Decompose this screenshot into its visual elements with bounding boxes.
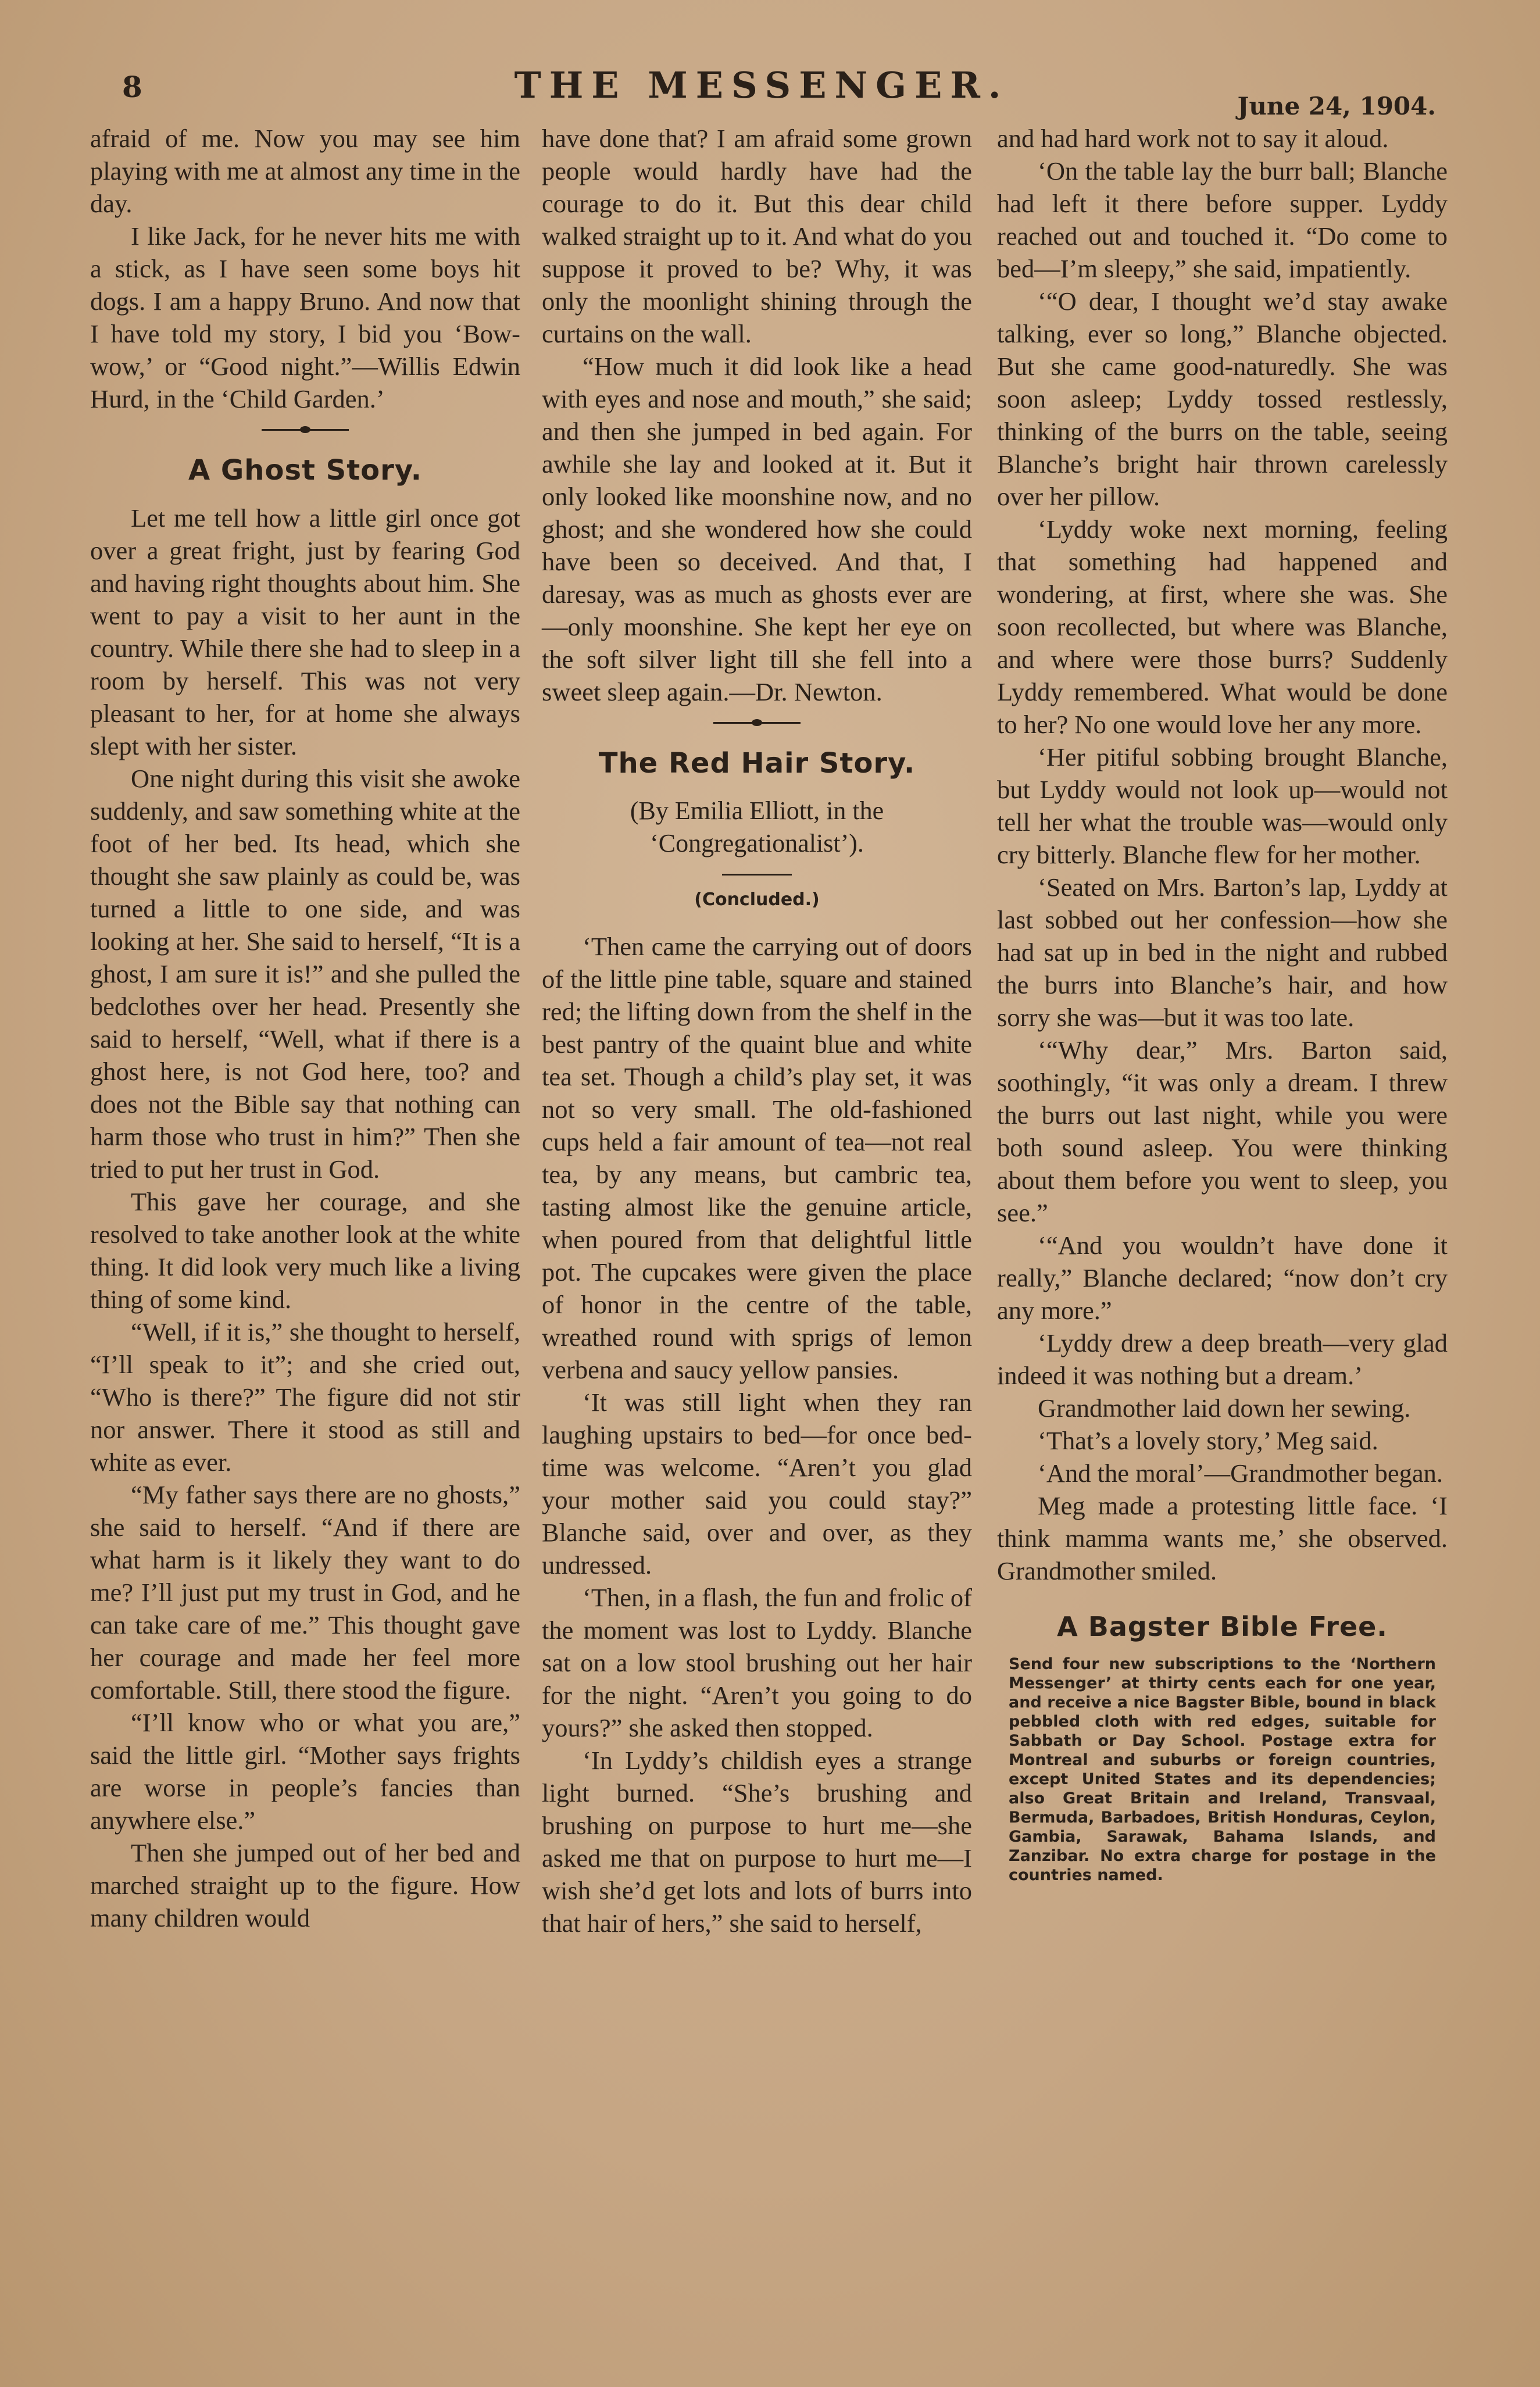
paragraph: Grandmother laid down her sewing. <box>1038 1393 1411 1423</box>
paragraph: “How much it did look like a head with eyes and nose and mouth,” she said; and then she jumped in bed again. For awhile she lay and looked at it. But it only looked like moonshine now, and no ghost; and she wondered how she could have been so deceived. And that, I daresay, was as much as ghosts ever are—only moonshine. She kept her eye on the soft silver light till she fell into a sweet sleep again.—Dr. Newton. <box>542 352 972 706</box>
paragraph: This gave her courage, and she resolved to take another look at the white thing. It did look very much like a living thing of some kind. <box>90 1187 520 1314</box>
page-header <box>87 64 1436 128</box>
bible-offer-heading: A Bagster Bible Free. <box>1057 1611 1388 1642</box>
paragraph: ‘“Why dear,” Mrs. Barton said, soothingly, “it was only a dream. I threw the burrs out last night, while you were both sound asleep. You were thinking about them before you went to sleep, you see.” <box>997 1035 1448 1227</box>
paragraph: One night during this visit she awoke suddenly, and saw something white at the foot of her bed. Its head, which she thought she saw plainly as could be, was turned a little to one side, and was looking at her. She said to herself, “It is a ghost, I am sure it is!” and she pulled the bedclothes over her head. Presently she said to herself, “Well, what if there is a ghost here, is not God here, too? and does not the Bible say that nothing can harm those who trust in him?” Then she tried to put her trust in God. <box>90 764 520 1184</box>
paragraph: ‘Then, in a flash, the fun and frolic of the moment was lost to Lyddy. Blanche sat on a low stool brushing out her hair for the night. “Aren’t you going to do yours?” she asked then stopped. <box>542 1583 972 1742</box>
red-hair-story-heading: The Red Hair Story. <box>598 747 916 780</box>
paragraph: ‘Lyddy drew a deep breath—very glad indeed it was nothing but a dream.’ <box>997 1328 1448 1390</box>
paragraph: ‘That’s a lovely story,’ Meg said. <box>1038 1426 1378 1455</box>
paragraph: ‘In Lyddy’s childish eyes a strange light burned. “She’s brushing and brushing on purpose to hurt me—she asked me that on purpose to hurt me—I wish she’d get lots and lots of burrs into that hair of hers,” she said to herself, <box>542 1746 972 1938</box>
paragraph: “My father says there are no ghosts,” she said to herself. “And if there are what harm is it likely they want to do me? I’ll just put my trust in God, and he can take care of me.” This thought gave her courage and made her feel more comfortable. Still, there stood the figure. <box>90 1480 520 1705</box>
paragraph: ‘And the moral’—Grandmother began. <box>1038 1459 1443 1488</box>
paragraph: have done that? I am afraid some grown people would hardly have had the courage to do it. But this dear child walked straight up to it. And what do you suppose it proved to be? Why, it was only the moonlight shining through the curtains on the wall. <box>542 124 972 348</box>
paragraph: ‘“And you wouldn’t have done it really,” Blanche declared; “now don’t cry any more.” <box>997 1231 1448 1325</box>
paragraph: ‘Then came the carrying out of doors of the little pine table, square and stained red; the lifting down from the shelf in the best pantry of the quaint blue and white tea set. Though a child’s play set, it was not so very small. The old-fashioned cups held a fair amount of tea—not real tea, by any means, but cambric tea, tasting almost like the genuine article, when poured from that delightful little pot. The cupcakes were given the place of honor in the centre of the table, wreathed round with sprigs of lemon verbena and saucy yellow pansies. <box>542 932 972 1384</box>
paragraph: “I’ll know who or what you are,” said the little girl. “Mother says frights are worse in people’s fancies than anywhere else.” <box>90 1708 520 1835</box>
page-number: 8 <box>122 70 142 104</box>
paragraph: ‘“O dear, I thought we’d stay awake talking, ever so long,” Blanche objected. But she came good-naturedly. She was soon asleep; Lyddy tossed restlessly, thinking of the burrs on the table, seeing Blanche’s bright hair thrown carelessly over her pillow. <box>997 287 1448 511</box>
paragraph: and had hard work not to say it aloud. <box>997 124 1389 153</box>
paragraph: ‘Her pitiful sobbing brought Blanche, but Lyddy would not look up—would not tell her what the trouble was—would only cry bitterly. Blanche flew for her mother. <box>997 742 1448 869</box>
paragraph: I like Jack, for he never hits me with a stick, as I have seen some boys hit dogs. I am a happy Bruno. And now that I have told my story, I bid you ‘Bow-wow,’ or “Good night.”—Willis Edwin Hurd, in the ‘Child Garden.’ <box>90 221 520 413</box>
paragraph: Let me tell how a little girl once got over a great fright, just by fearing God and having right thoughts about him. She went to pay a visit to her aunt in the country. While there she had to sleep in a room by herself. This was not very pleasant to her, for at home she always slept with her sister. <box>90 503 520 760</box>
paragraph: Then she jumped out of her bed and marched straight up to the figure. How many children would <box>90 1838 520 1932</box>
masthead-title: THE MESSENGER. <box>514 64 1009 106</box>
paragraph: ‘It was still light when they ran laughing upstairs to bed—for once bed-time was welcome. “Aren’t you glad your mother said you could stay?” Blanche said, over and over, as they undressed. <box>542 1388 972 1580</box>
column-2 <box>542 122 972 1939</box>
story-byline: (By Emilia Elliott, in the ‘Congregationalist’). <box>630 796 884 857</box>
paragraph: afraid of me. Now you may see him playing with me at almost any time in the day. <box>90 124 520 218</box>
section-divider <box>713 722 801 724</box>
issue-date: June 24, 1904. <box>1237 92 1436 120</box>
column-1 <box>90 122 520 1934</box>
column-3 <box>997 122 1448 1885</box>
section-divider <box>262 429 349 431</box>
bible-offer-body: Send four new subscriptions to the ‘Northern Messenger’ at thirty cents each for one year, and receive a nice Bagster Bible, bound in black pebbled cloth with red edges, suitable for Sabbath or Day School. Postage extra for Montreal and suburbs or foreign countries, except United States and its dependencies; also Great Britain and Ireland, Transvaal, Bermuda, Barbadoes, British Honduras, Ceylon, Gambia, Sarawak, Bahama Islands, and Zanzibar. No extra charge for postage in the countries named. <box>1009 1655 1436 1884</box>
byline-rule <box>722 874 792 876</box>
paragraph: Meg made a protesting little face. ‘I think mamma wants me,’ she observed. Grandmother smiled. <box>997 1491 1448 1585</box>
paragraph: “Well, if it is,” she thought to herself, “I’ll speak to it”; and she cried out, “Who is there?” The figure did not stir nor answer. There it stood as still and white as ever. <box>90 1317 520 1477</box>
concluded-label: (Concluded.) <box>694 889 820 910</box>
paragraph: ‘Seated on Mrs. Barton’s lap, Lyddy at last sobbed out her confession—how she had sat up in bed in the night and rubbed the burrs into Blanche’s hair, and how sorry she was—but it was too late. <box>997 873 1448 1032</box>
ghost-story-heading: A Ghost Story. <box>188 454 422 487</box>
paragraph: ‘On the table lay the burr ball; Blanche had left it there before supper. Lyddy reached out and touched it. “Do come to bed—I’m sleepy,” she said, impatiently. <box>997 156 1448 283</box>
paragraph: ‘Lyddy woke next morning, feeling that something had happened and wondering, at first, where she was. She soon recollected, but where was Blanche, and where were those burrs? Suddenly Lyddy remembered. What would be done to her? No one would love her any more. <box>997 514 1448 739</box>
